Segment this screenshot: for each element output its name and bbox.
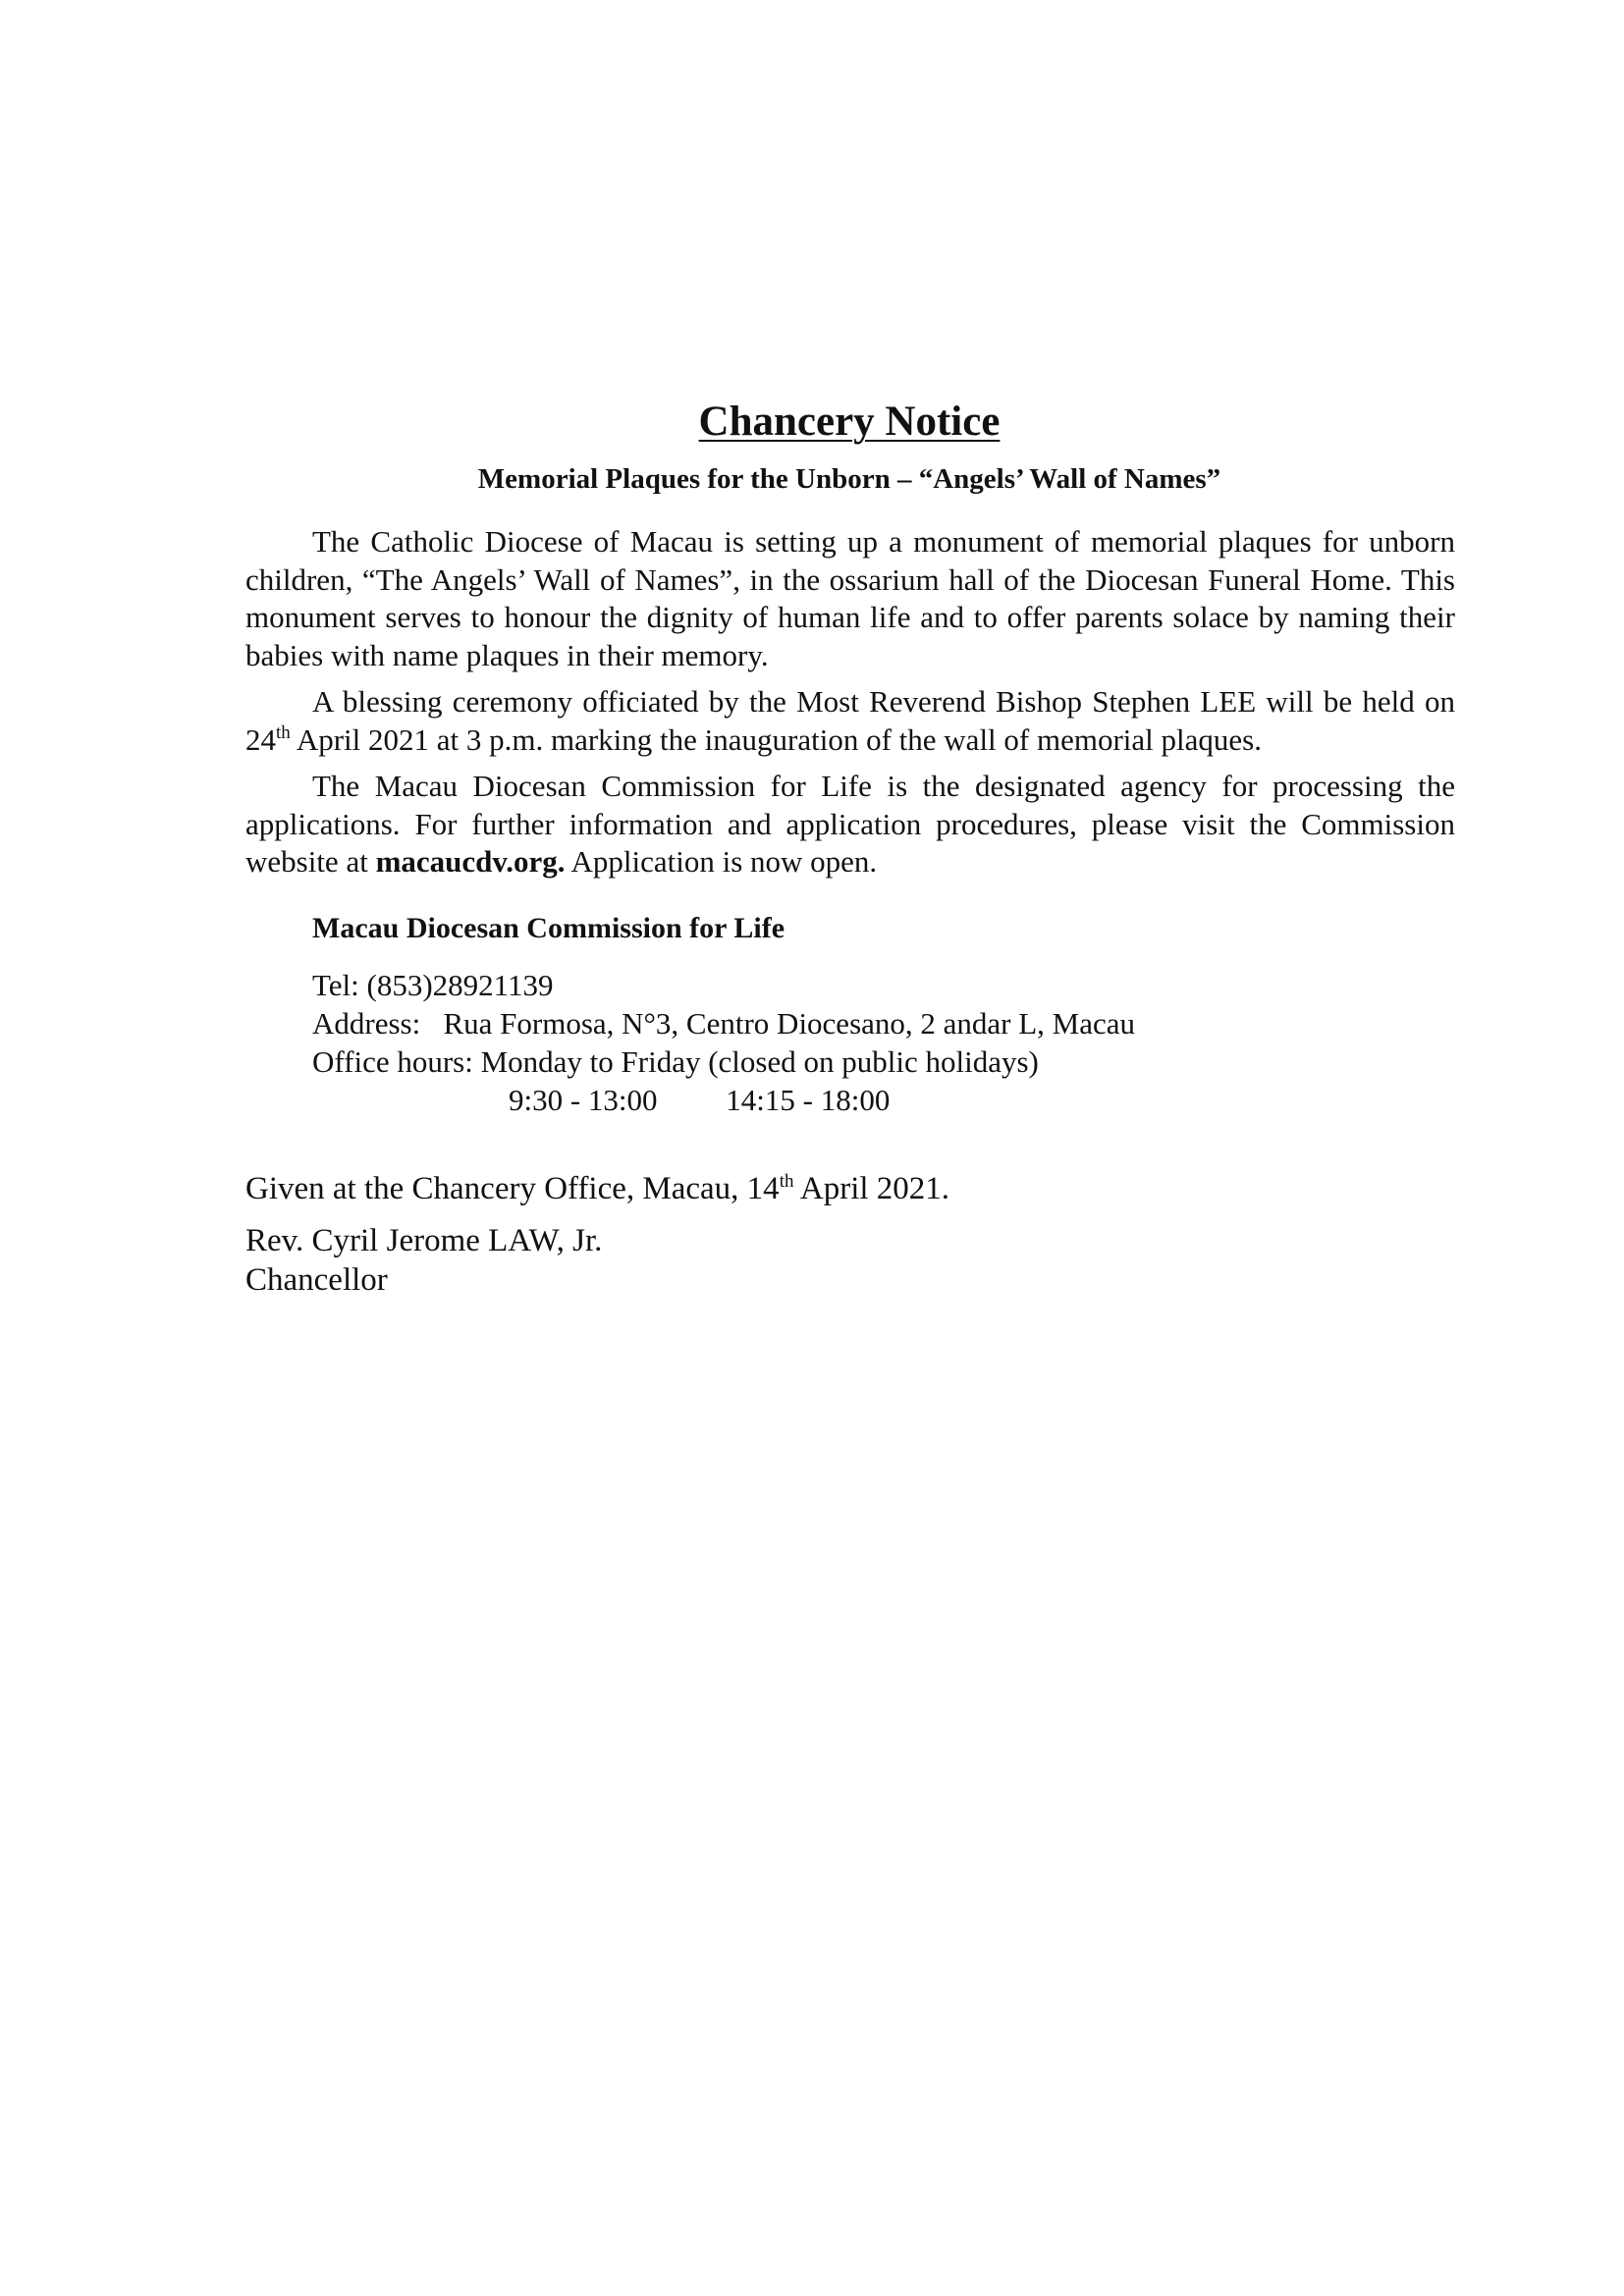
contact-hours-times: 9:30 - 13:00 14:15 - 18:00 [509,1083,891,1117]
notice-title: Chancery Notice [698,399,1001,445]
paragraph-intro: The Catholic Diocese of Macau is setting up a monument of memorial plaques for unborn children, “The Angels’ Wall of Names”, in the ossarium hall of the Diocesan Funeral Home. This monument serves to honour the dignity of human life and to offer parents solace by naming their babies with name plaques in their memory. [245,524,1455,672]
contact-office-hours: Office hours: Monday to Friday (closed on public holidays) [312,1044,1039,1079]
blessing-text-start: A blessing ceremony officiated by the Most Reverend Bishop Stephen LEE will be held on 24 [245,684,1455,757]
blessing-text-end: April 2021 at 3 p.m. marking the inauguration of the wall of memorial plaques. [290,721,1262,757]
given-line [245,1169,949,1208]
given-ordinal-suffix: th [779,1171,794,1192]
contact-tel: Tel: (853)28921139 [312,968,554,1002]
applications-text-start: The Macau Diocesan Commission for Life is the designated agency for processing the applications. For further information and application procedures, please visit the Commission website at [245,769,1455,879]
website-link[interactable]: macaucdv.org. [375,844,566,879]
signatory-role: Chancellor [245,1262,388,1298]
notice-subtitle: Memorial Plaques for the Unborn – “Angels’ Wall of Names” [477,463,1221,495]
contact-block [312,909,1392,1119]
given-text-start: Given at the Chancery Office, Macau, 14 [245,1171,780,1206]
contact-address: Address: Rua Formosa, N°3, Centro Diocesano, 2 andar L, Macau [312,1006,1136,1041]
paragraph-blessing [245,683,1455,759]
ordinal-suffix: th [276,721,291,743]
paragraph-applications [245,768,1455,881]
given-text-end: April 2021. [793,1171,950,1206]
applications-text-end: Application is now open. [565,844,878,879]
signatory-name: Rev. Cyril Jerome LAW, Jr. [245,1223,603,1258]
notice-body [245,523,1455,890]
contact-organization: Macau Diocesan Commission for Life [312,912,785,944]
signature-block [245,1221,602,1300]
